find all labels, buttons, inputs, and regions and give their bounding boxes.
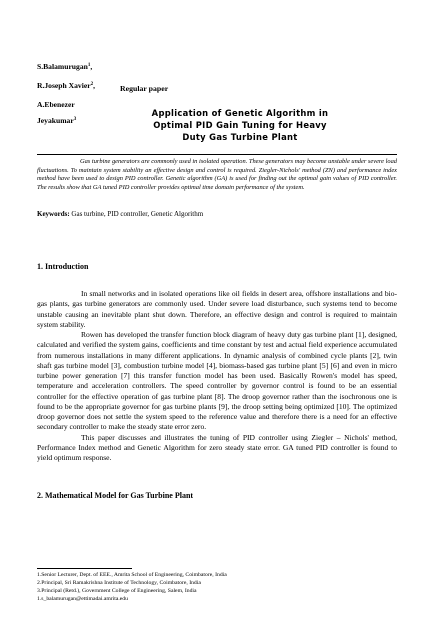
footnote: 2.Principal, Sri Ramakrishna Institute of Technology, Coimbatore, India bbox=[37, 580, 201, 587]
abstract bbox=[37, 158, 397, 193]
paragraph: Rowen has developed the transfer function block diagram of heavy duty gas turbine plant [1], designed, calculated and verified the system gains, coefficients and time constant by test and actual field experience accumulated from numerous installations in many different applications. In dynamic analysis of combined cycle plants [2], twin shaft gas turbine model [3], combustion turbine model [4], biomass-based gas turbine plant [5] [6] and even in micro turbine power generation [7] this transfer function model has been used. Basically Rowen's model has speed, temperature and acceleration controllers. The speed controller by governor control is found to be an essential controller for the effective operation of gas turbine plant [8]. The droop governor rather than the isochronous one is found to be the appropriate governor for gas turbine plants [9], the droop setting being optimized [10]. The optimized droop governor does not settle the system speed to the reference value and therefore there is a need for an effective secondary controller to make the steady state error zero. bbox=[37, 330, 397, 432]
author-list bbox=[37, 62, 115, 135]
paper-title: Application of Genetic Algorithm in Optimal PID Gain Tuning for Heavy Duty Gas Turbine Plant bbox=[151, 108, 329, 142]
section-heading-model: 2. Mathematical Model for Gas Turbine Plant bbox=[37, 491, 194, 500]
abstract-text: Gas turbine generators are commonly used in isolated operation. These generators may become unstable under severe load fluctuations. To maintain system stability an effective design and control is required. Ziegler-Nichols' method (ZN) and performance index method have been used to design PID controller. Genetic algorithm (GA) is used for finding out the optimal gain values of PID controller. The results show that GA tuned PID controller provides optimal time domain performance of the system. bbox=[37, 158, 397, 192]
footnote: 3.Principal (Retd.), Government College of Engineering, Salem, India bbox=[37, 588, 197, 595]
abstract-divider bbox=[37, 154, 397, 155]
section-heading-introduction: 1. Introduction bbox=[37, 262, 89, 271]
author-3-surname: Jeyakumar$^3$ bbox=[37, 116, 77, 125]
footnote-email: 1.s_balamurugan@ettimadai.amrita.edu bbox=[37, 596, 128, 603]
keywords-label: Keywords: bbox=[37, 210, 70, 218]
paragraph: This paper discusses and illustrates the tuning of PID controller using Ziegler – Nichols' method, Performance Index method and Genetic Algorithm for zero steady state error. GA tuned PID controller is found to yield optimum response. bbox=[37, 432, 397, 462]
footnote-divider bbox=[37, 568, 132, 569]
keywords-text: Gas turbine, PID controller, Genetic Algorithm bbox=[71, 210, 204, 218]
author-3: A.Ebenezer bbox=[37, 100, 75, 109]
author-2: R.Joseph Xavier$^2$, bbox=[37, 81, 95, 90]
paragraph: In small networks and in isolated operations like oil fields in desert area, offshore installations and bio-gas plants, gas turbine generators are commonly used. Under severe load disturbance, such systems tend to become unstable causing an inevitable plant shut down. Therefore, an effective design and control is required to maintain system stability. bbox=[37, 289, 397, 329]
paper-type: Regular paper bbox=[120, 84, 169, 93]
author-1: S.Balamurugan$^1$, bbox=[37, 62, 93, 71]
footnotes bbox=[37, 571, 417, 603]
introduction-body bbox=[37, 289, 397, 463]
keywords bbox=[37, 210, 397, 218]
footnote: 1.Senior Lecturer, Dept. of EEE., Amrita School of Engineering, Coimbatore, India bbox=[37, 572, 227, 578]
